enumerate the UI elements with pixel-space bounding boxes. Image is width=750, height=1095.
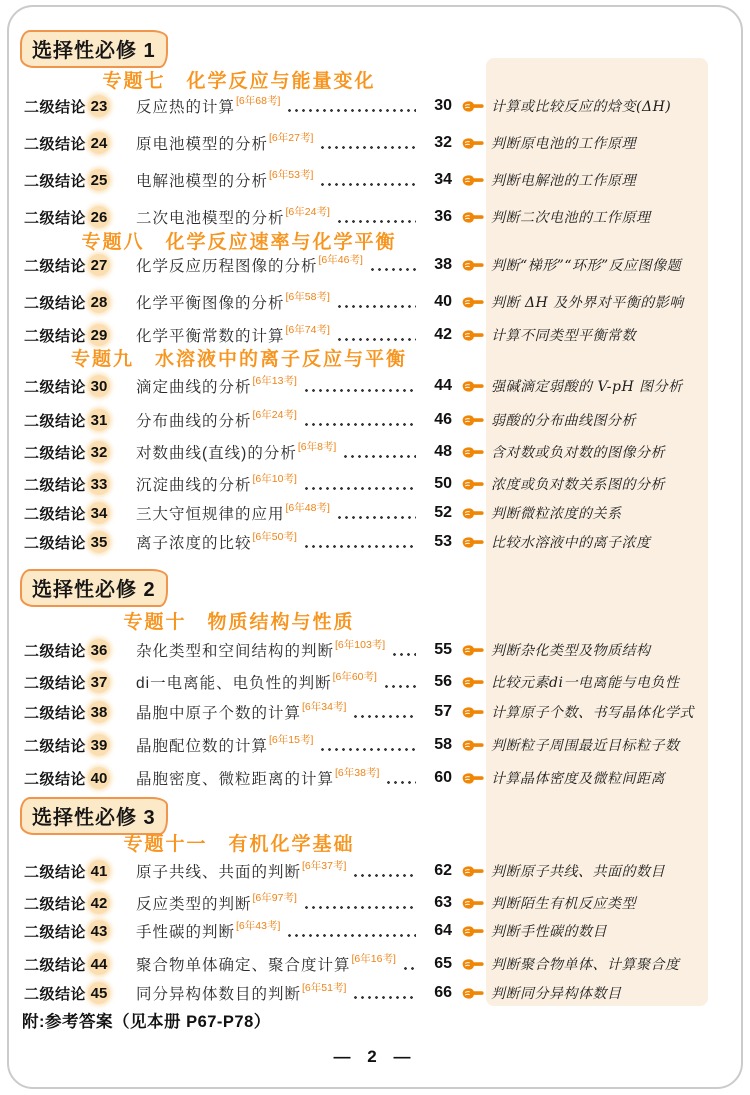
badge-number: 25 [88,169,110,191]
pointing-hand-icon [462,896,484,911]
conclusion-badge [24,441,136,463]
badge-number: 23 [88,95,110,117]
book-section-label [20,570,168,606]
entry-page-number: 56 [434,673,452,690]
dot-leader [286,108,416,113]
badge-label: 二级结论 [24,704,87,722]
entry-title: 原子共线、共面的判断 [136,864,302,881]
conclusion-badge [24,767,136,789]
pointing-hand-icon [462,413,484,428]
toc-entry [24,441,452,463]
exam-count-tag: [6年24考] [252,408,297,421]
badge-label: 二级结论 [24,737,87,755]
toc-row [24,368,726,404]
dot-leader [402,966,416,971]
badge-number: 31 [88,409,110,431]
exam-count-tag: [6年15考] [269,733,314,746]
entry-title: 同分异构体数目的判断 [136,986,302,1003]
skill-note-text: 计算晶体密度及微粒间距离 [491,771,665,787]
skill-note-text: 判断原电池的工作原理 [491,136,636,152]
skill-note [462,410,726,430]
badge-label: 二级结论 [24,412,87,430]
badge-number: 24 [88,132,110,154]
badge-number: 36 [88,639,110,661]
toc-row [24,727,726,763]
dot-leader [319,747,416,752]
dot-leader [303,422,416,427]
toc-entry [24,953,452,975]
dot-leader [336,515,416,520]
entry-title: 沉淀曲线的分析 [136,477,252,494]
skill-note [462,672,726,692]
badge-label: 二级结论 [24,895,87,913]
entry-page-number: 66 [434,984,452,1001]
skill-note-text: 判断电解池的工作原理 [491,173,636,189]
exam-count-tag: [6年34考] [302,700,347,713]
conclusion-badge [24,701,136,723]
entry-title: 杂化类型和空间结构的判断 [136,643,335,660]
badge-label: 二级结论 [24,642,87,660]
entry-page-number: 65 [434,955,452,972]
entry-title: 化学平衡图像的分析 [136,295,285,312]
skill-note [462,292,726,312]
skill-note-text: 判断同分异构体数目 [491,986,622,1002]
dot-leader [391,652,416,657]
skill-note [462,96,726,116]
badge-label: 二级结论 [24,476,87,494]
entry-page-number: 34 [434,171,452,188]
exam-count-tag: [6年51考] [302,981,347,994]
dot-leader [303,486,416,491]
conclusion-badge [24,920,136,942]
dot-leader [336,304,416,309]
entry-title: 滴定曲线的分析 [136,379,252,396]
badge-label: 二级结论 [24,209,87,227]
pointing-hand-icon [462,643,484,658]
skill-note-text: 弱酸的分布曲线图分析 [491,413,636,429]
entry-title: 离子浓度的比较 [136,535,252,552]
conclusion-badge [24,254,136,276]
answers-footnote: 附:参考答案（见本册 P67-P78） [22,1013,271,1031]
entry-page-number: 38 [434,256,452,273]
toc-entry [24,920,452,942]
badge-label: 二级结论 [24,985,87,1003]
dot-leader [385,780,416,785]
badge-number: 28 [88,291,110,313]
entry-page-number: 30 [434,97,452,114]
toc-entry [24,502,452,524]
skill-note-text: 判断原子共线、共面的数目 [491,864,665,880]
badge-label: 二级结论 [24,770,87,788]
book-section-text: 选择性必修 3 [20,797,168,835]
toc-row [24,402,726,438]
badge-label: 二级结论 [24,172,87,190]
toc-row [24,524,726,560]
skill-note [462,983,726,1003]
dot-leader [352,714,416,719]
skill-note [462,474,726,494]
conclusion-badge [24,95,136,117]
exam-count-tag: [6年10考] [252,472,297,485]
entry-title: 三大守恒规律的应用 [136,506,285,523]
entry-title: 电解池模型的分析 [136,173,269,190]
pointing-hand-icon [462,99,484,114]
entry-title: 晶胞中原子个数的计算 [136,705,302,722]
toc-row [24,853,726,889]
pointing-hand-icon [462,705,484,720]
badge-label: 二级结论 [24,956,87,974]
skill-note [462,768,726,788]
pointing-hand-icon [462,477,484,492]
badge-number: 44 [88,953,110,975]
toc-entry [24,767,452,789]
conclusion-badge [24,671,136,693]
skill-note [462,207,726,227]
exam-count-tag: [6年103考] [335,638,386,651]
toc-entry [24,892,452,914]
skill-note [462,640,726,660]
badge-label: 二级结论 [24,923,87,941]
entry-page-number: 62 [434,862,452,879]
topic-heading-text: 专题七 化学反应与能量变化 [102,70,376,92]
pointing-hand-icon [462,957,484,972]
badge-number: 38 [88,701,110,723]
entry-title: 晶胞配位数的计算 [136,738,269,755]
toc-entry [24,291,452,313]
badge-label: 二级结论 [24,674,87,692]
pointing-hand-icon [462,924,484,939]
badge-label: 二级结论 [24,327,87,345]
exam-count-tag: [6年74考] [285,323,330,336]
exam-count-tag: [6年16考] [351,952,396,965]
dot-leader [352,995,416,1000]
entry-page-number: 60 [434,769,452,786]
conclusion-badge [24,639,136,661]
skill-note-text: 判断手性碳的数目 [491,924,607,940]
exam-count-tag: [6年97考] [252,891,297,904]
skill-note-text: 判断杂化类型及物质结构 [491,643,651,659]
entry-title: 反应热的计算 [136,99,236,116]
badge-label: 二级结论 [24,378,87,396]
toc-entry [24,169,452,191]
toc-entry [24,982,452,1004]
entry-page-number: 63 [434,894,452,911]
skill-note-text: 判断“梯形”“环形”反应图像题 [491,258,682,274]
skill-note-text: 比较元素di一电离能与电负性 [491,675,680,691]
pointing-hand-icon [462,535,484,550]
exam-count-tag: [6年8考] [297,440,337,453]
page-number: — 2 — [333,1047,417,1066]
dot-leader [319,145,416,150]
entry-page-number: 44 [434,377,452,394]
conclusion-badge [24,982,136,1004]
badge-label: 二级结论 [24,505,87,523]
skill-note-text: 判断粒子周围最近目标粒子数 [491,738,680,754]
conclusion-badge [24,169,136,191]
toc-entry [24,95,452,117]
dot-leader [342,454,416,459]
skill-note [462,255,726,275]
exam-count-tag: [6年38考] [335,766,380,779]
skill-note-text: 计算或比较反应的焓变(ΔH) [491,99,672,115]
dot-leader [319,182,416,187]
exam-count-tag: [6年50考] [252,530,297,543]
dot-leader [286,933,416,938]
pointing-hand-icon [462,258,484,273]
badge-label: 二级结论 [24,294,87,312]
badge-label: 二级结论 [24,534,87,552]
entry-title: 对数曲线(直线)的分析 [136,445,297,462]
dot-leader [303,544,416,549]
skill-note-text: 计算不同类型平衡常数 [491,328,636,344]
toc-row [24,760,726,796]
entry-page-number: 58 [434,736,452,753]
badge-number: 41 [88,860,110,882]
skill-note [462,170,726,190]
toc-row [24,247,726,283]
skill-note [462,442,726,462]
badge-number: 40 [88,767,110,789]
entry-page-number: 40 [434,293,452,310]
badge-label: 二级结论 [24,135,87,153]
skill-note [462,954,726,974]
dot-leader [303,388,416,393]
exam-count-tag: [6年68考] [236,94,281,107]
conclusion-badge [24,375,136,397]
badge-number: 30 [88,375,110,397]
toc-row [24,88,726,124]
book-section-text: 选择性必修 2 [20,569,168,607]
skill-note-text: 判断二次电池的工作原理 [491,210,651,226]
dot-leader [352,873,416,878]
pointing-hand-icon [462,295,484,310]
toc-row [24,434,726,470]
skill-note [462,325,726,345]
pointing-hand-icon [462,445,484,460]
conclusion-badge [24,860,136,882]
entry-title: 分布曲线的分析 [136,413,252,430]
topic-heading-text: 专题九 水溶液中的离子反应与平衡 [70,348,407,370]
pointing-hand-icon [462,328,484,343]
toc-row [24,284,726,320]
badge-number: 33 [88,473,110,495]
badge-number: 42 [88,892,110,914]
skill-note [462,503,726,523]
topic-heading-text: 专题八 化学反应速率与化学平衡 [81,231,397,253]
toc-entry [24,409,452,431]
exam-count-tag: [6年43考] [236,919,281,932]
toc-entry [24,701,452,723]
toc-entry [24,531,452,553]
exam-count-tag: [6年24考] [285,205,330,218]
pointing-hand-icon [462,173,484,188]
toc-entry [24,473,452,495]
skill-note [462,893,726,913]
conclusion-badge [24,892,136,914]
toc-entry [24,671,452,693]
badge-number: 29 [88,324,110,346]
entry-page-number: 42 [434,326,452,343]
conclusion-badge [24,291,136,313]
entry-page-number: 53 [434,533,452,550]
skill-note-text: 含对数或负对数的图像分析 [491,445,665,461]
entry-page-number: 50 [434,475,452,492]
toc-row [24,125,726,161]
dot-leader [369,267,416,272]
conclusion-badge [24,473,136,495]
toc-row [24,632,726,668]
skill-note [462,133,726,153]
pointing-hand-icon [462,506,484,521]
entry-title: 化学平衡常数的计算 [136,328,285,345]
entry-page-number: 36 [434,208,452,225]
badge-number: 35 [88,531,110,553]
toc-entry [24,132,452,154]
pointing-hand-icon [462,738,484,753]
entry-page-number: 32 [434,134,452,151]
entry-title: 化学反应历程图像的分析 [136,258,318,275]
topic-heading-text: 专题十一 有机化学基础 [123,833,355,855]
entry-page-number: 48 [434,443,452,460]
badge-label: 二级结论 [24,98,87,116]
badge-number: 32 [88,441,110,463]
conclusion-badge [24,734,136,756]
badge-number: 34 [88,502,110,524]
skill-note [462,735,726,755]
pointing-hand-icon [462,986,484,1001]
skill-note-text: 强碱滴定弱酸的 V-pH 图分析 [491,379,683,395]
toc-entry [24,639,452,661]
entry-page-number: 57 [434,703,452,720]
toc-entry [24,254,452,276]
badge-number: 43 [88,920,110,942]
toc-row [24,162,726,198]
pointing-hand-icon [462,675,484,690]
skill-note-text: 计算原子个数、书写晶体化学式 [491,705,694,721]
skill-note-text: 判断 ΔH 及外界对平衡的影响 [491,295,684,311]
toc-row [24,913,726,949]
badge-label: 二级结论 [24,444,87,462]
toc-row [24,694,726,730]
badge-number: 27 [88,254,110,276]
entry-page-number: 46 [434,411,452,428]
topic-heading-text: 专题十 物质结构与性质 [123,611,355,633]
pointing-hand-icon [462,771,484,786]
entry-page-number: 52 [434,504,452,521]
entry-title: 原电池模型的分析 [136,136,269,153]
badge-label: 二级结论 [24,257,87,275]
conclusion-badge [24,502,136,524]
entry-title: 手性碳的判断 [136,924,236,941]
exam-count-tag: [6年53考] [269,168,314,181]
badge-label: 二级结论 [24,863,87,881]
conclusion-badge [24,953,136,975]
pointing-hand-icon [462,210,484,225]
skill-note-text: 判断聚合物单体、计算聚合度 [491,957,680,973]
exam-count-tag: [6年27考] [269,131,314,144]
exam-count-tag: [6年46考] [318,253,363,266]
exam-count-tag: [6年58考] [285,290,330,303]
toc-entry [24,375,452,397]
entry-page-number: 64 [434,922,452,939]
skill-note-text: 比较水溶液中的离子浓度 [491,535,651,551]
pointing-hand-icon [462,864,484,879]
conclusion-badge [24,531,136,553]
toc-entry [24,860,452,882]
skill-note-text: 判断微粒浓度的关系 [491,506,622,522]
toc-entry [24,734,452,756]
skill-note [462,376,726,396]
badge-number: 37 [88,671,110,693]
exam-count-tag: [6年60考] [332,670,377,683]
skill-note [462,861,726,881]
entry-title: 二次电池模型的分析 [136,210,285,227]
badge-number: 39 [88,734,110,756]
pointing-hand-icon [462,379,484,394]
skill-note-text: 判断陌生有机反应类型 [491,896,636,912]
exam-count-tag: [6年13考] [252,374,297,387]
skill-note [462,702,726,722]
entry-page-number: 55 [434,641,452,658]
entry-title: 聚合物单体确定、聚合度计算 [136,957,351,974]
exam-count-tag: [6年37考] [302,859,347,872]
dot-leader [383,684,416,689]
skill-note [462,921,726,941]
skill-note [462,532,726,552]
book-section-text: 选择性必修 1 [20,30,168,68]
entry-title: di一电离能、电负性的判断 [136,675,332,692]
conclusion-badge [24,409,136,431]
dot-leader [303,905,416,910]
pointing-hand-icon [462,136,484,151]
entry-title: 晶胞密度、微粒距离的计算 [136,771,335,788]
conclusion-badge [24,132,136,154]
skill-note-text: 浓度或负对数关系图的分析 [491,477,665,493]
badge-number: 26 [88,206,110,228]
entry-title: 反应类型的判断 [136,896,252,913]
badge-number: 45 [88,982,110,1004]
exam-count-tag: [6年48考] [285,501,330,514]
